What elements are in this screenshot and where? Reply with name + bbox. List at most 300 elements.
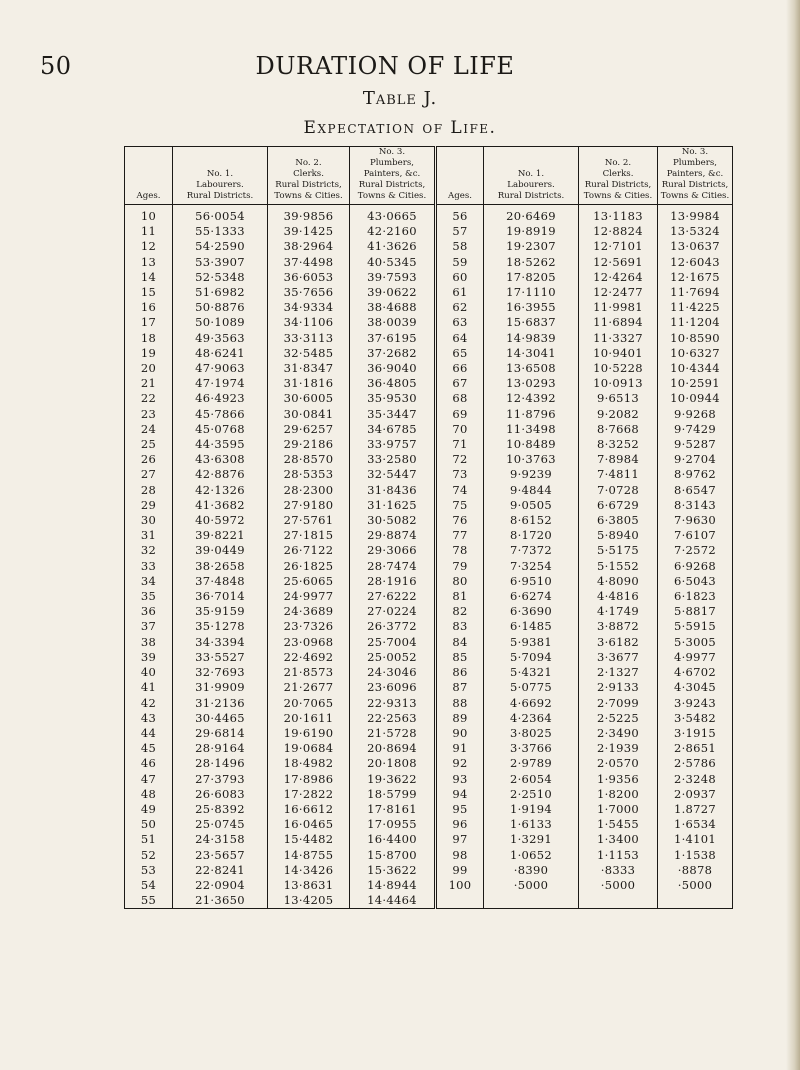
cell-clerks-right: 10·0913 xyxy=(579,376,658,391)
cell-clerks-right: 4·4816 xyxy=(579,589,658,604)
header-row xyxy=(125,147,733,205)
cell-labourers-left: 45·7866 xyxy=(173,407,268,422)
cell-clerks-left: 16·0465 xyxy=(268,817,350,832)
cell-age-left: 48 xyxy=(125,787,173,802)
table-row xyxy=(125,513,733,528)
cell-clerks-right: 12·5691 xyxy=(579,255,658,270)
table-row xyxy=(125,817,733,832)
cell-clerks-left: 16·6612 xyxy=(268,802,350,817)
cell-age-right: 90 xyxy=(436,726,484,741)
cell-labourers-right: 8·6152 xyxy=(484,513,579,528)
cell-plumbers-right: 2·3248 xyxy=(673,771,717,786)
cell-age-left: 18 xyxy=(125,331,173,346)
cell-plumbers-left: 17·0955 xyxy=(350,817,436,832)
cell-age-right: 61 xyxy=(436,285,484,300)
cell-clerks-left: 39·1425 xyxy=(268,224,350,239)
cell-labourers-left: 48·6241 xyxy=(173,346,268,361)
cell-labourers-left: 39·8221 xyxy=(173,528,268,543)
cell-clerks-right: 1·5455 xyxy=(579,817,658,832)
header-label: No. 2. Clerks. Rural Districts, Towns & Cities. xyxy=(583,158,653,201)
cell-plumbers-right: 2·5786 xyxy=(673,756,717,771)
table-row xyxy=(125,285,733,300)
cell-plumbers-right: 10·8590 xyxy=(670,330,720,345)
cell-plumbers-right: 5·5915 xyxy=(673,619,717,634)
cell-age-left: 52 xyxy=(125,848,173,863)
cell-age-left: 22 xyxy=(125,391,173,406)
cell-age-left: 34 xyxy=(125,574,173,589)
cell-labourers-right: 2·6054 xyxy=(484,772,579,787)
table-row xyxy=(125,224,733,239)
table-row xyxy=(125,772,733,787)
cell-clerks-left: 21·2677 xyxy=(268,680,350,695)
table-row xyxy=(125,848,733,863)
header-label: No. 3. Plumbers, Painters, &c. Rural Districts, Towns & Cities. xyxy=(357,147,427,201)
table-row xyxy=(125,239,733,254)
cell-labourers-right: 5·7094 xyxy=(484,650,579,665)
cell-clerks-left: 20·7065 xyxy=(268,696,350,711)
cell-age-right xyxy=(436,893,484,909)
table-row xyxy=(125,391,733,406)
cell-plumbers-right: 7·9630 xyxy=(673,513,717,528)
cell-labourers-right: 7·3254 xyxy=(484,559,579,574)
cell-clerks-left: 32·5485 xyxy=(268,346,350,361)
cell-labourers-right: 1·9194 xyxy=(484,802,579,817)
cell-age-right: 100 xyxy=(436,878,484,893)
cell-age-right: 72 xyxy=(436,452,484,467)
cell-clerks-left: 27·5761 xyxy=(268,513,350,528)
cell-clerks-right: 10·5228 xyxy=(579,361,658,376)
cell-labourers-right: 4·2364 xyxy=(484,711,579,726)
table-row xyxy=(125,741,733,756)
cell-labourers-right: 7·7372 xyxy=(484,543,579,558)
col-header-ages-right xyxy=(436,147,484,205)
table-row xyxy=(125,559,733,574)
cell-age-left: 16 xyxy=(125,300,173,315)
cell-plumbers-left: 33·2580 xyxy=(350,452,436,467)
cell-clerks-left: 19·0684 xyxy=(268,741,350,756)
cell-age-left: 15 xyxy=(125,285,173,300)
cell-clerks-right: 12·8824 xyxy=(579,224,658,239)
table-row xyxy=(125,574,733,589)
cell-labourers-left: 51·6982 xyxy=(173,285,268,300)
cell-labourers-left: 41·3682 xyxy=(173,498,268,513)
cell-plumbers-right: 6·1823 xyxy=(673,589,717,604)
cell-labourers-right: 9·9239 xyxy=(484,467,579,482)
table-row xyxy=(125,205,733,225)
cell-clerks-left: 15·4482 xyxy=(268,832,350,847)
cell-labourers-left: 21·3650 xyxy=(173,893,268,909)
cell-clerks-right: 1·9356 xyxy=(579,772,658,787)
cell-age-right: 75 xyxy=(436,498,484,513)
cell-plumbers-left: 35·9530 xyxy=(350,391,436,406)
cell-clerks-left: 35·7656 xyxy=(268,285,350,300)
cell-labourers-right: 9·4844 xyxy=(484,483,579,498)
cell-clerks-right: 3·8872 xyxy=(579,619,658,634)
cell-labourers-right: 6·1485 xyxy=(484,619,579,634)
cell-clerks-left: 17·8986 xyxy=(268,772,350,787)
cell-clerks-left: 13·4205 xyxy=(268,893,350,909)
cell-plumbers-left: 16·4400 xyxy=(350,832,436,847)
cell-plumbers-right: 13·5324 xyxy=(670,224,720,239)
cell-plumbers-left: 27·6222 xyxy=(350,589,436,604)
cell-clerks-right: 2·7099 xyxy=(579,696,658,711)
cell-age-left: 10 xyxy=(125,205,173,225)
cell-plumbers-left: 34·6785 xyxy=(350,422,436,437)
cell-plumbers-left: 31·1625 xyxy=(350,498,436,513)
cell-plumbers-left: 19·3622 xyxy=(350,772,436,787)
cell-plumbers-right: 3·9243 xyxy=(673,695,717,710)
cell-age-left: 21 xyxy=(125,376,173,391)
table-body xyxy=(125,205,733,909)
cell-clerks-left: 29·6257 xyxy=(268,422,350,437)
table-row xyxy=(125,635,733,650)
cell-age-right: 95 xyxy=(436,802,484,817)
cell-clerks-left: 30·0841 xyxy=(268,407,350,422)
cell-age-left: 31 xyxy=(125,528,173,543)
cell-age-right: 65 xyxy=(436,346,484,361)
cell-plumbers-right: 1·4101 xyxy=(673,832,717,847)
table-row xyxy=(125,680,733,695)
cell-age-right: 92 xyxy=(436,756,484,771)
cell-labourers-left: 50·1089 xyxy=(173,315,268,330)
cell-plumbers-left: 18·5799 xyxy=(350,787,436,802)
cell-age-right: 57 xyxy=(436,224,484,239)
cell-age-right: 68 xyxy=(436,391,484,406)
cell-plumbers-left: 14·8944 xyxy=(350,878,436,893)
cell-clerks-right: 12·4264 xyxy=(579,270,658,285)
cell-labourers-right: 10·3763 xyxy=(484,452,579,467)
cell-age-left: 44 xyxy=(125,726,173,741)
cell-clerks-right: 11·6894 xyxy=(579,315,658,330)
cell-plumbers-left: 39·0622 xyxy=(350,285,436,300)
cell-plumbers-left: 37·2682 xyxy=(350,346,436,361)
cell-labourers-left: 52·5348 xyxy=(173,270,268,285)
cell-labourers-right: 11·3498 xyxy=(484,422,579,437)
cell-labourers-left: 28·9164 xyxy=(173,741,268,756)
cell-clerks-right: 1·3400 xyxy=(579,832,658,847)
cell-age-right: 78 xyxy=(436,543,484,558)
cell-labourers-right: 6·6274 xyxy=(484,589,579,604)
cell-labourers-left: 32·7693 xyxy=(173,665,268,680)
cell-plumbers-right: 4·9977 xyxy=(673,649,717,664)
cell-plumbers-right: 9·9268 xyxy=(673,406,717,421)
cell-plumbers-right: 1·1538 xyxy=(673,847,717,862)
table-row xyxy=(125,270,733,285)
cell-age-right: 66 xyxy=(436,361,484,376)
table-row xyxy=(125,878,733,893)
table-row xyxy=(125,422,733,437)
cell-clerks-left: 28·2300 xyxy=(268,483,350,498)
cell-plumbers-right: 8·6547 xyxy=(673,482,717,497)
cell-age-right: 82 xyxy=(436,604,484,619)
cell-plumbers-right: 9·7429 xyxy=(673,421,717,436)
cell-plumbers-left: 42·2160 xyxy=(350,224,436,239)
cell-clerks-left: 30·6005 xyxy=(268,391,350,406)
table-row xyxy=(125,407,733,422)
cell-labourers-right: 15·6837 xyxy=(484,315,579,330)
cell-clerks-left: 23·0968 xyxy=(268,635,350,650)
cell-plumbers-left: 27·0224 xyxy=(350,604,436,619)
cell-age-right: 88 xyxy=(436,696,484,711)
table-row xyxy=(125,437,733,452)
cell-labourers-left: 37·4848 xyxy=(173,574,268,589)
cell-clerks-left: 39·9856 xyxy=(268,205,350,225)
cell-plumbers-right xyxy=(658,893,733,909)
cell-labourers-right: 3·8025 xyxy=(484,726,579,741)
cell-clerks-right: 2·1939 xyxy=(579,741,658,756)
cell-plumbers-left: 38·4688 xyxy=(350,300,436,315)
cell-clerks-left: 28·5353 xyxy=(268,467,350,482)
cell-age-right: 84 xyxy=(436,635,484,650)
cell-plumbers-right: ·8878 xyxy=(677,862,713,877)
table-row xyxy=(125,665,733,680)
cell-plumbers-left: 25·7004 xyxy=(350,635,436,650)
cell-clerks-right: ·5000 xyxy=(579,878,658,893)
page-edge-shadow xyxy=(786,0,800,1070)
cell-age-left: 49 xyxy=(125,802,173,817)
cell-plumbers-left: 22·9313 xyxy=(350,696,436,711)
cell-labourers-right: 16·3955 xyxy=(484,300,579,315)
table-caption xyxy=(0,88,800,109)
cell-clerks-left: 17·2822 xyxy=(268,787,350,802)
cell-clerks-right: 5·1552 xyxy=(579,559,658,574)
cell-plumbers-right: 5·3005 xyxy=(673,634,717,649)
cell-clerks-left: 26·7122 xyxy=(268,543,350,558)
cell-labourers-right: 13·0293 xyxy=(484,376,579,391)
cell-plumbers-left: 33·9757 xyxy=(350,437,436,452)
cell-age-right: 83 xyxy=(436,619,484,634)
col-header-ages-left xyxy=(125,147,173,205)
cell-labourers-right: 5·9381 xyxy=(484,635,579,650)
cell-plumbers-right: 3·1915 xyxy=(673,725,717,740)
cell-labourers-left: 40·5972 xyxy=(173,513,268,528)
table-row xyxy=(125,483,733,498)
running-title: DURATION OF LIFE xyxy=(255,52,515,80)
cell-labourers-right: 5·0775 xyxy=(484,680,579,695)
cell-labourers-left: 54·2590 xyxy=(173,239,268,254)
header-label: Ages. xyxy=(136,191,161,201)
page-number: 50 xyxy=(40,52,72,80)
cell-plumbers-left: 32·5447 xyxy=(350,467,436,482)
cell-age-left: 53 xyxy=(125,863,173,878)
cell-plumbers-left: 41·3626 xyxy=(350,239,436,254)
cell-clerks-left: 20·1611 xyxy=(268,711,350,726)
cell-plumbers-left: 35·3447 xyxy=(350,407,436,422)
cell-age-right: 73 xyxy=(436,467,484,482)
cell-labourers-left: 30·4465 xyxy=(173,711,268,726)
cell-plumbers-left: 17·8161 xyxy=(350,802,436,817)
cell-plumbers-right: 11·7694 xyxy=(670,285,720,300)
table-caption-text: Table J. xyxy=(362,88,438,109)
cell-labourers-left: 25·8392 xyxy=(173,802,268,817)
cell-age-left: 12 xyxy=(125,239,173,254)
cell-clerks-left: 28·8570 xyxy=(268,452,350,467)
table-row xyxy=(125,832,733,847)
cell-age-right: 60 xyxy=(436,270,484,285)
cell-plumbers-left: 30·5082 xyxy=(350,513,436,528)
cell-clerks-right: 5·8940 xyxy=(579,528,658,543)
cell-plumbers-left: 20·8694 xyxy=(350,741,436,756)
cell-labourers-right: 17·1110 xyxy=(484,285,579,300)
cell-clerks-right: 12·7101 xyxy=(579,239,658,254)
cell-plumbers-right: 9·5287 xyxy=(673,437,717,452)
table-row xyxy=(125,802,733,817)
cell-labourers-left: 46·4923 xyxy=(173,391,268,406)
cell-clerks-left: 27·1815 xyxy=(268,528,350,543)
cell-clerks-left: 26·1825 xyxy=(268,559,350,574)
cell-age-left: 50 xyxy=(125,817,173,832)
cell-clerks-left: 33·3113 xyxy=(268,331,350,346)
cell-clerks-right: 1·7000 xyxy=(579,802,658,817)
cell-clerks-left: 34·9334 xyxy=(268,300,350,315)
cell-plumbers-right: 6·9268 xyxy=(673,558,717,573)
cell-age-left: 36 xyxy=(125,604,173,619)
cell-plumbers-right: 11·4225 xyxy=(670,300,720,315)
table-row xyxy=(125,361,733,376)
cell-clerks-right: 7·4811 xyxy=(579,467,658,482)
cell-plumbers-right: 1.8727 xyxy=(673,801,717,816)
cell-plumbers-right: 1·6534 xyxy=(673,817,717,832)
cell-plumbers-right: 13·9984 xyxy=(670,209,720,223)
col-header-labourers-right xyxy=(484,147,579,205)
cell-labourers-left: 35·1278 xyxy=(173,619,268,634)
cell-clerks-left: 34·1106 xyxy=(268,315,350,330)
cell-age-right: 99 xyxy=(436,863,484,878)
cell-labourers-right: 11·8796 xyxy=(484,407,579,422)
cell-labourers-right: 10·8489 xyxy=(484,437,579,452)
cell-labourers-right: 13·6508 xyxy=(484,361,579,376)
cell-age-left: 39 xyxy=(125,650,173,665)
cell-age-left: 51 xyxy=(125,832,173,847)
cell-labourers-left: 42·8876 xyxy=(173,467,268,482)
col-header-clerks-left xyxy=(268,147,350,205)
cell-plumbers-right: 6·5043 xyxy=(673,573,717,588)
cell-labourers-left: 34·3394 xyxy=(173,635,268,650)
cell-clerks-left: 14·8755 xyxy=(268,848,350,863)
cell-clerks-left: 22·4692 xyxy=(268,650,350,665)
header-label: No. 2. Clerks. Rural Districts, Towns & Cities. xyxy=(274,158,343,201)
cell-labourers-left: 25·0745 xyxy=(173,817,268,832)
cell-clerks-right: 3·3677 xyxy=(579,650,658,665)
cell-age-left: 47 xyxy=(125,772,173,787)
cell-age-left: 27 xyxy=(125,467,173,482)
cell-plumbers-left: 39·7593 xyxy=(350,270,436,285)
cell-labourers-left: 55·1333 xyxy=(173,224,268,239)
cell-clerks-right xyxy=(579,893,658,909)
cell-age-left: 11 xyxy=(125,224,173,239)
cell-plumbers-left: 24·3046 xyxy=(350,665,436,680)
cell-age-left: 20 xyxy=(125,361,173,376)
col-header-plumbers-right xyxy=(658,147,733,205)
cell-plumbers-left: 23·6096 xyxy=(350,680,436,695)
cell-labourers-left: 44·3595 xyxy=(173,437,268,452)
cell-plumbers-right: 8·9762 xyxy=(673,467,717,482)
table-row xyxy=(125,346,733,361)
cell-clerks-left: 19·6190 xyxy=(268,726,350,741)
cell-clerks-left: 23·7326 xyxy=(268,619,350,634)
cell-plumbers-left: 29·8874 xyxy=(350,528,436,543)
cell-plumbers-left: 15·3622 xyxy=(350,863,436,878)
cell-labourers-left: 22·0904 xyxy=(173,878,268,893)
cell-plumbers-left: 22·2563 xyxy=(350,711,436,726)
cell-clerks-left: 37·4498 xyxy=(268,255,350,270)
cell-labourers-left: 29·6814 xyxy=(173,726,268,741)
cell-plumbers-right: 11·1204 xyxy=(670,315,720,330)
cell-clerks-right: 7·0728 xyxy=(579,483,658,498)
cell-clerks-right: 13·1183 xyxy=(579,205,658,225)
cell-labourers-left: 22·8241 xyxy=(173,863,268,878)
cell-age-left: 37 xyxy=(125,619,173,634)
cell-clerks-right: 2·0570 xyxy=(579,756,658,771)
table-title xyxy=(0,118,800,138)
cell-clerks-left: 24·9977 xyxy=(268,589,350,604)
table-row xyxy=(125,589,733,604)
table-title-text: Expectation of Life. xyxy=(303,118,497,138)
table-row xyxy=(125,711,733,726)
table-row xyxy=(125,863,733,878)
cell-age-right: 67 xyxy=(436,376,484,391)
cell-plumbers-right: 13·0637 xyxy=(670,239,720,254)
cell-plumbers-left: 40·5345 xyxy=(350,255,436,270)
cell-clerks-left: 36·6053 xyxy=(268,270,350,285)
cell-plumbers-right: 8·3143 xyxy=(673,497,717,512)
table-row xyxy=(125,604,733,619)
cell-labourers-left: 56·0054 xyxy=(173,205,268,225)
cell-age-right: 86 xyxy=(436,665,484,680)
cell-age-left: 13 xyxy=(125,255,173,270)
table-row xyxy=(125,787,733,802)
cell-labourers-left: 36·7014 xyxy=(173,589,268,604)
cell-age-right: 70 xyxy=(436,422,484,437)
cell-labourers-left: 42·1326 xyxy=(173,483,268,498)
cell-clerks-right: 10·9401 xyxy=(579,346,658,361)
cell-age-left: 40 xyxy=(125,665,173,680)
cell-clerks-right: 4·1749 xyxy=(579,604,658,619)
cell-clerks-right: 3·6182 xyxy=(579,635,658,650)
cell-labourers-right: 18·5262 xyxy=(484,255,579,270)
cell-clerks-right: 6·3805 xyxy=(579,513,658,528)
cell-plumbers-left: 25·0052 xyxy=(350,650,436,665)
cell-plumbers-left: 28·1916 xyxy=(350,574,436,589)
expectation-table xyxy=(124,146,733,909)
cell-clerks-right: 6·6729 xyxy=(579,498,658,513)
cell-age-right: 71 xyxy=(436,437,484,452)
cell-labourers-right: 2·9789 xyxy=(484,756,579,771)
cell-age-right: 77 xyxy=(436,528,484,543)
cell-labourers-right: 1·3291 xyxy=(484,832,579,847)
cell-plumbers-right: 12·1675 xyxy=(670,269,720,284)
cell-plumbers-right: 5·8817 xyxy=(673,604,717,619)
cell-clerks-right: 9·2082 xyxy=(579,407,658,422)
cell-labourers-right: 12·4392 xyxy=(484,391,579,406)
cell-labourers-left: 47·9063 xyxy=(173,361,268,376)
cell-age-right: 59 xyxy=(436,255,484,270)
table-row xyxy=(125,300,733,315)
cell-labourers-left: 39·0449 xyxy=(173,543,268,558)
cell-labourers-right xyxy=(484,893,579,909)
cell-age-left: 29 xyxy=(125,498,173,513)
cell-labourers-left: 24·3158 xyxy=(173,832,268,847)
cell-clerks-right: 12·2477 xyxy=(579,285,658,300)
cell-age-left: 35 xyxy=(125,589,173,604)
table-row xyxy=(125,650,733,665)
cell-clerks-left: 38·2964 xyxy=(268,239,350,254)
cell-age-right: 63 xyxy=(436,315,484,330)
cell-plumbers-left: 15·8700 xyxy=(350,848,436,863)
cell-clerks-left: 27·9180 xyxy=(268,498,350,513)
cell-age-right: 76 xyxy=(436,513,484,528)
table-row xyxy=(125,255,733,270)
